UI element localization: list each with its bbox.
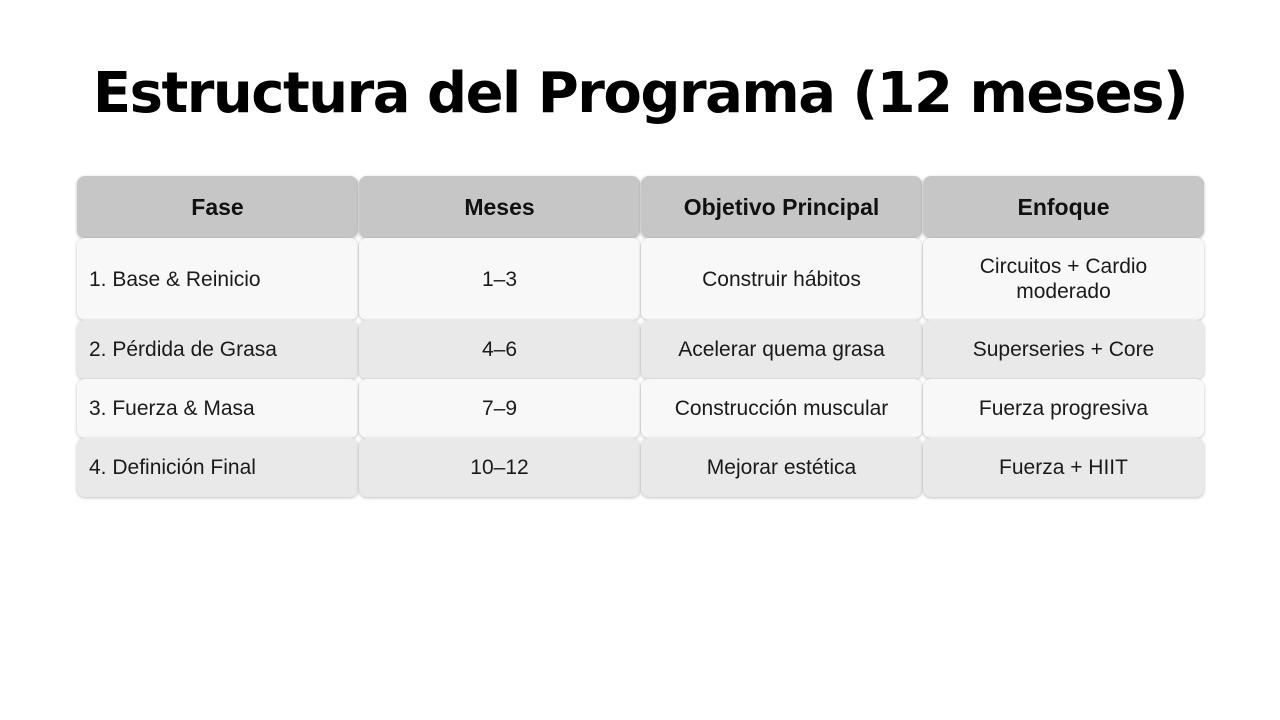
- cell-fase: 1. Base & Reinicio: [77, 238, 358, 320]
- cell-enfoque: Superseries + Core: [923, 320, 1204, 379]
- header-cell-meses: Meses: [359, 176, 640, 238]
- cell-enfoque: Fuerza progresiva: [923, 379, 1204, 438]
- program-table: [77, 176, 1204, 497]
- cell-meses: 1–3: [359, 238, 640, 320]
- cell-objetivo: Acelerar quema grasa: [641, 320, 922, 379]
- cell-fase: 4. Definición Final: [77, 438, 358, 497]
- cell-meses: 7–9: [359, 379, 640, 438]
- slide-title: Estructura del Programa (12 meses): [92, 61, 1188, 126]
- header-cell-enfoque: Enfoque: [923, 176, 1204, 238]
- header-cell-objetivo: Objetivo Principal: [641, 176, 922, 238]
- cell-fase: 2. Pérdida de Grasa: [77, 320, 358, 379]
- cell-meses: 10–12: [359, 438, 640, 497]
- cell-meses: 4–6: [359, 320, 640, 379]
- cell-objetivo: Mejorar estética: [641, 438, 922, 497]
- cell-objetivo: Construcción muscular: [641, 379, 922, 438]
- cell-fase: 3. Fuerza & Masa: [77, 379, 358, 438]
- cell-objetivo: Construir hábitos: [641, 238, 922, 320]
- cell-enfoque: Circuitos + Cardio moderado: [923, 238, 1204, 320]
- header-cell-fase: Fase: [77, 176, 358, 238]
- cell-enfoque: Fuerza + HIIT: [923, 438, 1204, 497]
